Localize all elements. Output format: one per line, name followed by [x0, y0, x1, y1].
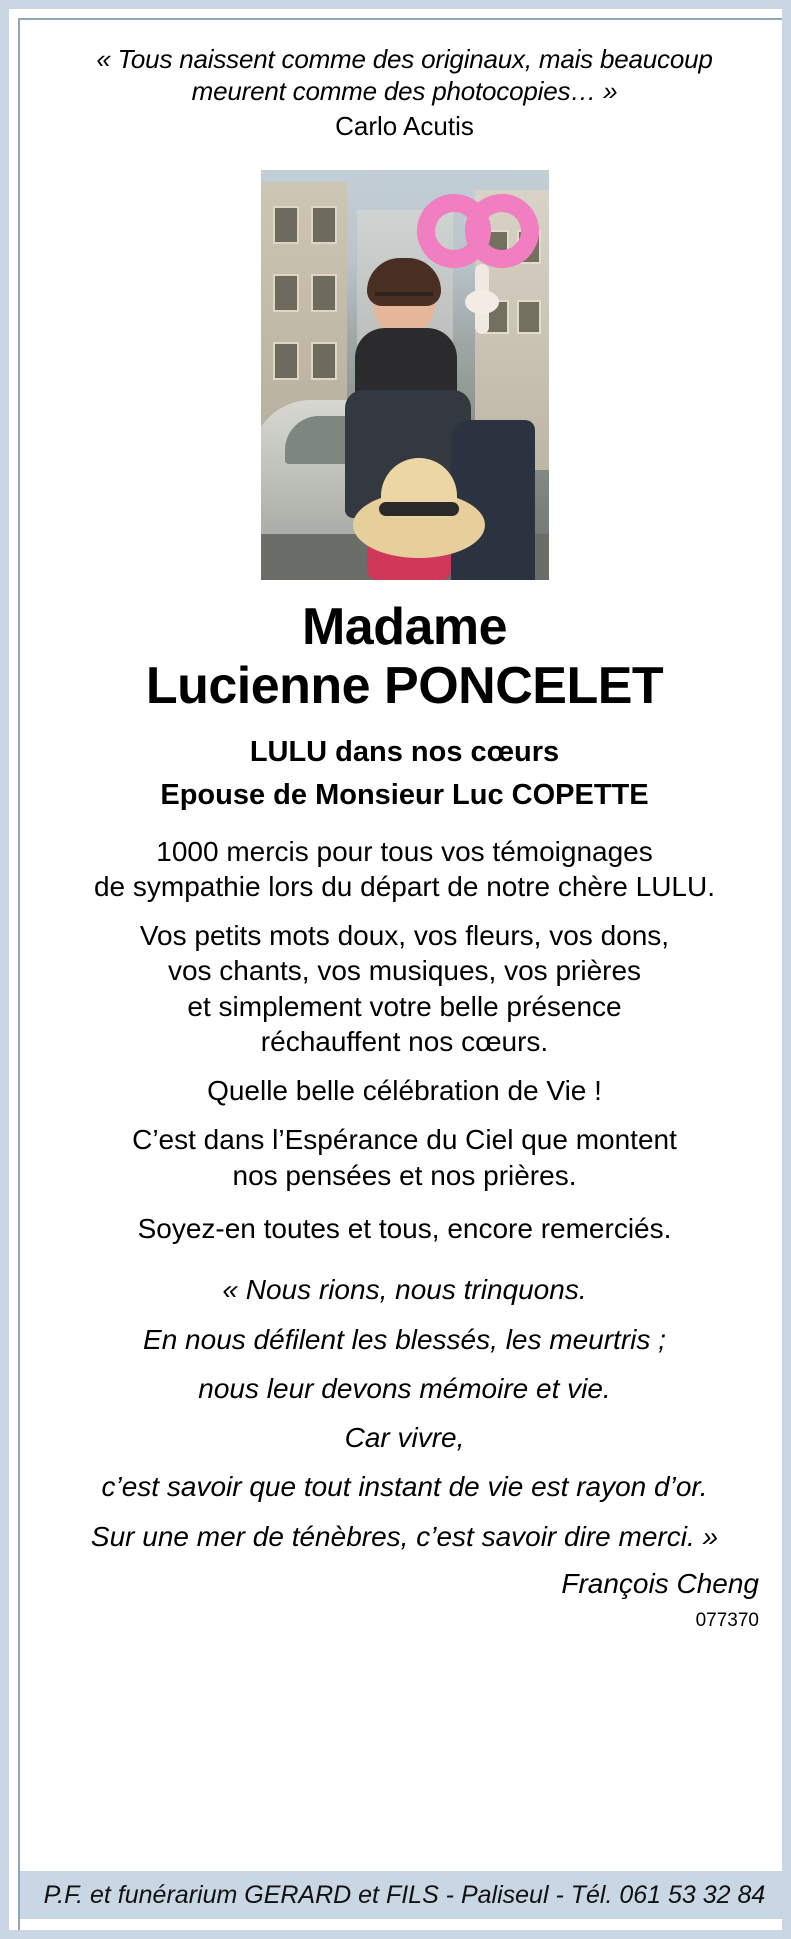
message-line-4: vos chants, vos musiques, vos prières	[167, 955, 642, 987]
reference-number: 077370	[695, 1609, 759, 1631]
top-quote-text: « Tous naissent comme des originaux, mais beaucoup meurent comme des photocopies… »	[96, 44, 713, 106]
message-line-10: Soyez-en toutes et tous, encore remerciés.	[137, 1213, 672, 1245]
message-line-8: C’est dans l’Espérance du Ciel que montent	[132, 1124, 677, 1156]
closing-poem	[46, 1272, 763, 1554]
deceased-name: Lucienne PONCELET	[145, 657, 664, 716]
photo-straw-hat	[353, 452, 485, 562]
message-line-5: et simplement votre belle présence	[187, 990, 622, 1022]
message-line-1: 1000 mercis pour tous vos témoignages	[156, 835, 653, 867]
poem-line-1: « Nous rions, nous trinquons.	[222, 1274, 587, 1306]
poem-line-5: c’est savoir que tout instant de vie est rayon d’or.	[101, 1471, 708, 1503]
message-line-9: nos pensées et nos prières.	[232, 1159, 577, 1191]
message-line-7: Quelle belle célébration de Vie !	[207, 1075, 602, 1107]
thank-you-message	[46, 834, 763, 1247]
deceased-nickname: LULU dans nos cœurs	[249, 735, 560, 768]
funeral-home-text: P.F. et funérarium GERARD et FILS - Paliseul - Tél. 061 53 32 84	[43, 1880, 766, 1909]
card-inner-frame	[18, 18, 791, 1939]
deceased-photo	[261, 170, 549, 580]
poem-line-2: En nous défilent les blessés, les meurtris ;	[143, 1323, 666, 1355]
poem-line-6: Sur une mer de ténèbres, c’est savoir dire merci. »	[90, 1520, 719, 1552]
message-line-3: Vos petits mots doux, vos fleurs, vos dons,	[139, 920, 670, 952]
funeral-home-footer	[20, 1871, 789, 1919]
poem-line-4: Car vivre,	[344, 1422, 465, 1454]
top-quote-author: Carlo Acutis	[335, 111, 474, 142]
message-line-6: réchauffent nos cœurs.	[260, 1025, 549, 1057]
poem-author: François Cheng	[561, 1567, 759, 1599]
deceased-spouse: Epouse de Monsieur Luc COPETTE	[160, 778, 649, 811]
message-line-2: de sympathie lors du départ de notre chère LULU.	[93, 870, 716, 902]
deceased-title: Madame	[301, 598, 508, 657]
poem-line-3: nous leur devons mémoire et vie.	[198, 1372, 611, 1404]
